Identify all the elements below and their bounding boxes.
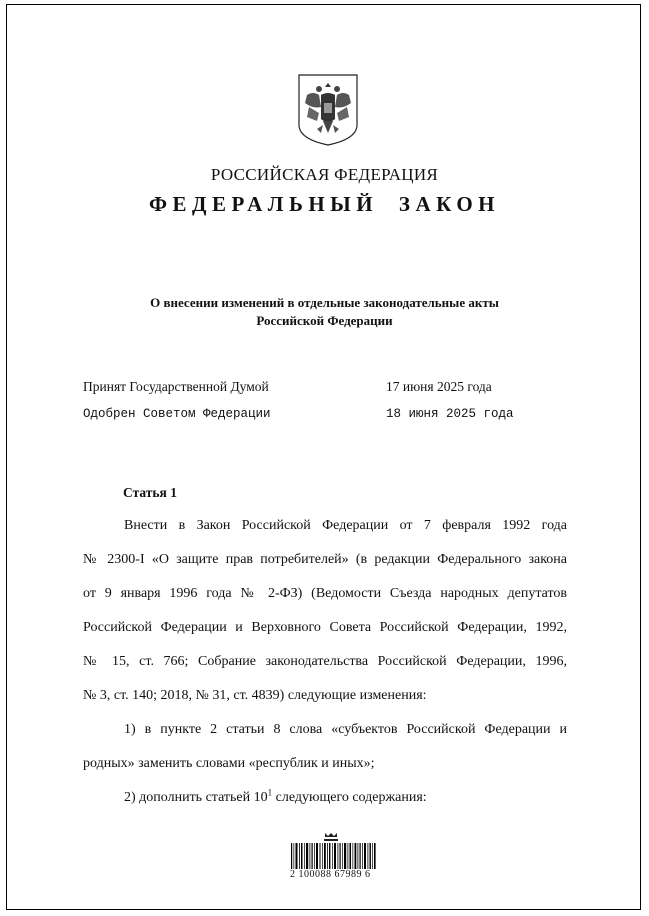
- paragraph-line: № 2300-I «О защите прав потребителей» (в редакции Федерального закона: [83, 552, 567, 567]
- adoption-council: [83, 407, 514, 421]
- document-page: [6, 4, 641, 910]
- item-2-prefix: 2) дополнить статьей 10: [124, 790, 268, 805]
- item-1-paragraph: [83, 713, 567, 781]
- document-type: ФЕДЕРАЛЬНЫЙ ЗАКОН: [149, 192, 500, 216]
- paragraph-line: № 15, ст. 766; Собрание законодательства Российской Федерации, 1996,: [83, 654, 567, 669]
- adoption-council-date: 18 июня 2025 года: [386, 407, 514, 421]
- paragraph-line: от 9 января 1996 года № 2-ФЗ) (Ведомости Съезда народных депутатов: [83, 586, 567, 601]
- item-2-suffix: следующего содержания:: [272, 790, 427, 805]
- article-intro-paragraph: [83, 509, 567, 713]
- paragraph-line: родных» заменить словами «республик и иных»;: [83, 756, 375, 771]
- article-heading: Статья 1: [123, 485, 177, 500]
- item-2-superscript: 1: [267, 787, 273, 798]
- paragraph-line: № 3, ст. 140; 2018, № 31, ст. 4839) следующие изменения:: [83, 688, 427, 703]
- adoption-duma-date: 17 июня 2025 года: [386, 379, 492, 394]
- law-title-line: О внесении изменений в отдельные законодательные акты: [150, 295, 499, 310]
- item-2-paragraph: [83, 781, 567, 815]
- paragraph-line: 1) в пункте 2 статьи 8 слова «субъектов Российской Федерации и: [124, 722, 567, 737]
- paragraph-line: Российской Федерации и Верховного Совета Российской Федерации, 1992,: [83, 620, 567, 635]
- law-title: [7, 294, 642, 330]
- adoption-duma: [83, 379, 492, 395]
- law-title-line: Российской Федерации: [256, 313, 393, 328]
- country-name: РОССИЙСКАЯ ФЕДЕРАЦИЯ: [210, 165, 439, 184]
- state-emblem-icon: [297, 73, 359, 147]
- paragraph-line: [83, 781, 567, 815]
- barcode-icon: [289, 831, 379, 871]
- adoption-council-label: Одобрен Советом Федерации: [83, 407, 271, 421]
- adoption-duma-label: Принят Государственной Думой: [83, 379, 269, 394]
- paragraph-line: Внести в Закон Российской Федерации от 7 февраля 1992 года: [124, 518, 567, 533]
- barcode-number: 2 100088 67989 6: [290, 869, 371, 880]
